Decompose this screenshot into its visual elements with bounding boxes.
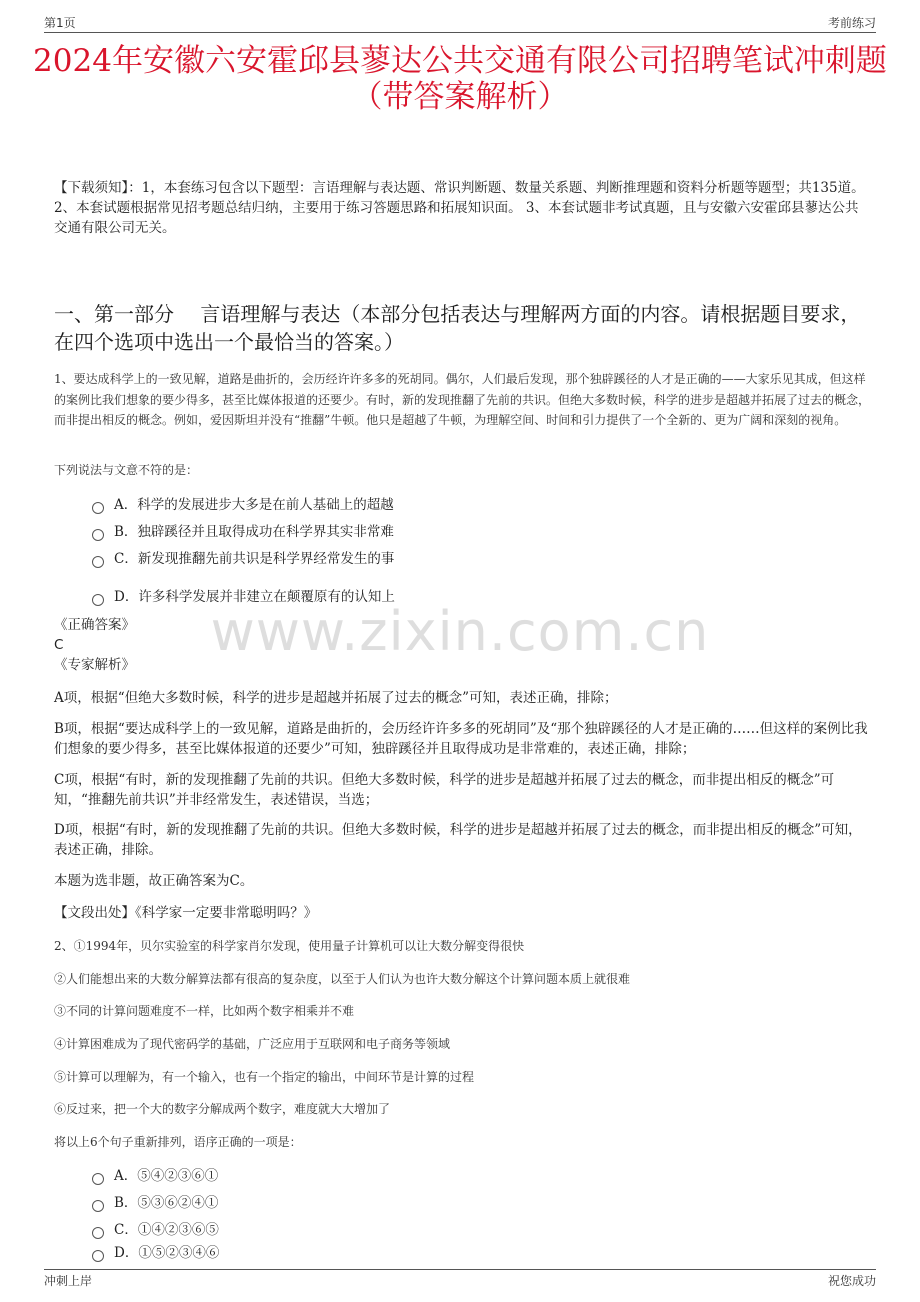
answer-label: 《正确答案》 (54, 617, 135, 633)
option-label: C．①④②③⑥⑤ (114, 1222, 219, 1238)
question-2-option-b[interactable] (92, 1193, 218, 1213)
option-label: D．①⑤②③④⑥ (114, 1245, 220, 1261)
question-1-option-a[interactable] (92, 495, 394, 515)
radio-icon[interactable] (92, 556, 104, 568)
analysis-b: B项，根据“要达成科学上的一致见解，道路是曲折的，会历经许许多多的死胡同”及“那个独辟蹊径的人才是正确的……但这样的案例比我们想象的要少得多，甚至比媒体报道的还要少”可知，独辟蹊径并且取得成功是非常难的，表述正确，排除； (54, 721, 868, 757)
page-number: 第1页 (44, 16, 76, 30)
question-2-prompt: 将以上6个句子重新排列，语序正确的一项是： (54, 1135, 302, 1149)
question-1-prompt: 下列说法与文意不符的是： (54, 463, 199, 477)
header-label: 考前练习 (827, 16, 876, 30)
option-label: C．新发现推翻先前共识是科学界经常发生的事 (114, 551, 395, 567)
radio-icon[interactable] (92, 1227, 104, 1239)
question-1-option-c[interactable] (92, 549, 394, 569)
option-label: B．⑤③⑥②④① (114, 1195, 219, 1211)
question-1-source: 【文段出处】《科学家一定要非常聪明吗？》 (54, 905, 318, 921)
option-label: D．许多科学发展并非建立在颠覆原有的认知上 (114, 589, 395, 605)
header-rule (44, 32, 876, 33)
analysis-label: 《专家解析》 (54, 657, 135, 673)
question-2-sentence-5: ⑤计算可以理解为，有一个输入，也有一个指定的输出，中间环节是计算的过程 (54, 1070, 475, 1084)
radio-icon[interactable] (92, 1173, 104, 1185)
question-2-sentence-6: ⑥反过来，把一个大的数字分解成两个数字，难度就大大增加了 (54, 1102, 391, 1116)
section-heading: 一、第一部分 言语理解与表达（本部分包括表达与理解两方面的内容。请根据题目要求，在四个选项中选出一个最恰当的答案。） (54, 302, 861, 354)
analysis-conclusion: 本题为选非题，故正确答案为C。 (54, 873, 254, 889)
question-1-option-b[interactable] (92, 522, 394, 542)
download-notice: 【下载须知】：1，本套练习包含以下题型：言语理解与表达题、常识判断题、数量关系题、判断推理题和资料分析题等题型；共135道。 2、本套试题根据常见招考题总结归纳，主要用于练习答题思路和拓展知识面。 3、本套试题非考试真题，且与安徽六安霍邱县蓼达公共交通有限公司无关。 (54, 180, 865, 236)
answer-value: C (54, 637, 64, 653)
radio-icon[interactable] (92, 1250, 104, 1262)
radio-icon[interactable] (92, 529, 104, 541)
analysis-c: C项，根据“有时，新的发现推翻了先前的共识。但绝大多数时候，科学的进步是超越并拓展了过去的概念，而非提出相反的概念”可知，“推翻先前共识”并非经常发生，表述错误，当选； (54, 772, 835, 808)
option-label: A．⑤④②③⑥① (114, 1168, 219, 1184)
radio-icon[interactable] (92, 502, 104, 514)
option-label: B．独辟蹊径并且取得成功在科学界其实非常难 (114, 524, 394, 540)
page-subtitle: （带答案解析） (351, 79, 569, 115)
question-1-stem: 1、要达成科学上的一致见解，道路是曲折的，会历经许许多多的死胡同。偶尔，人们最后发现，那个独辟蹊径的人才是正确的——大家乐见其成，但这样的案例比我们想象的要少得多，甚至比媒体报道的还要少。有时，新的发现推翻了先前的共识。但绝大多数时候，科学的进步是超越并拓展了过去的概念，而非提出相反的概念。例如，爱因斯坦并没有“推翻”牛顿。他只是超越了牛顿，为理解空间、时间和引力提供了一个全新的、更为广阔和深刻的视角。 (54, 372, 871, 427)
radio-icon[interactable] (92, 1200, 104, 1212)
question-2-option-c[interactable] (92, 1220, 219, 1240)
analysis-a: A项，根据“但绝大多数时候，科学的进步是超越并拓展了过去的概念”可知，表述正确，排除； (54, 690, 618, 706)
question-2-option-d[interactable] (92, 1243, 219, 1263)
analysis-d: D项，根据“有时，新的发现推翻了先前的共识。但绝大多数时候，科学的进步是超越并拓展了过去的概念，而非提出相反的概念”可知，表述正确，排除。 (54, 822, 862, 858)
footer-right-label: 祝您成功 (827, 1274, 876, 1288)
page-title: 2024年安徽六安霍邱县蓼达公共交通有限公司招聘笔试冲刺题 (33, 43, 887, 79)
question-2-option-a[interactable] (92, 1166, 218, 1186)
question-2-sentence-3: ③不同的计算问题难度不一样，比如两个数字相乘并不难 (54, 1004, 355, 1018)
question-2-sentence-4: ④计算困难成为了现代密码学的基础，广泛应用于互联网和电子商务等领域 (54, 1037, 451, 1051)
footer-rule (44, 1269, 876, 1270)
question-2-sentence-2: ②人们能想出来的大数分解算法都有很高的复杂度，以至于人们认为也许大数分解这个计算问题本质上就很难 (54, 972, 631, 986)
question-2-sentence-1: 2、①1994年，贝尔实验室的科学家肖尔发现，使用量子计算机可以让大数分解变得很快 (54, 939, 525, 953)
watermark: www.zixin.com.cn (210, 600, 710, 663)
footer-left-label: 冲刺上岸 (44, 1274, 93, 1288)
option-label: A．科学的发展进步大多是在前人基础上的超越 (114, 497, 394, 513)
